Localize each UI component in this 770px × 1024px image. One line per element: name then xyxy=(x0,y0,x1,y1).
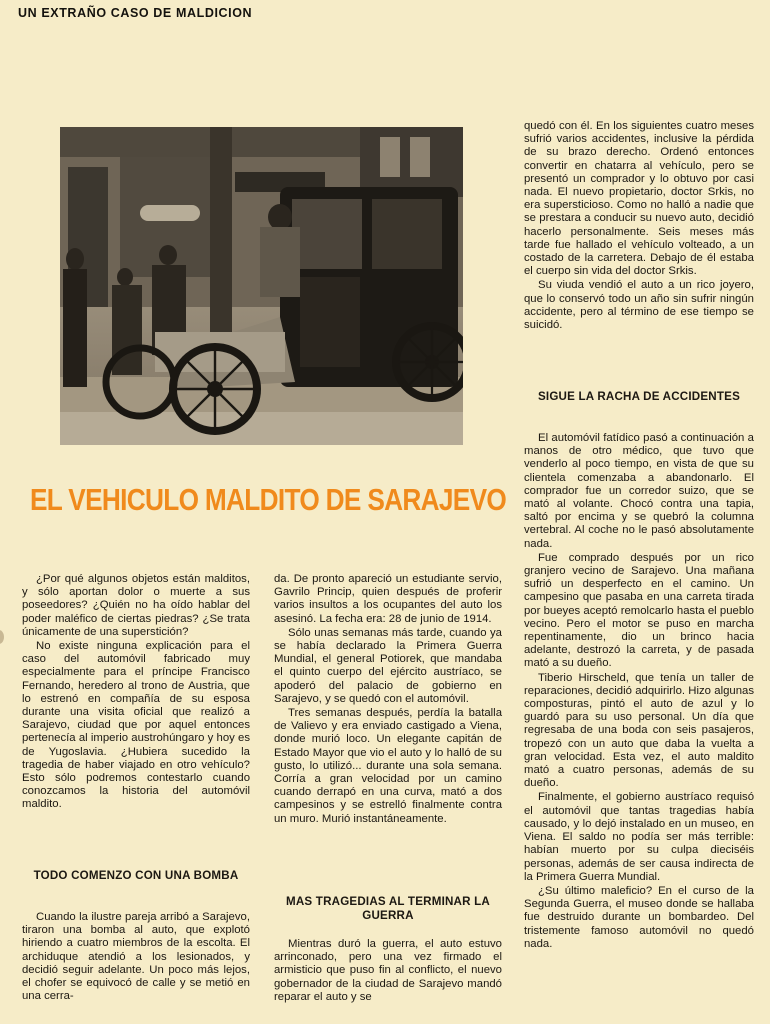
vintage-car-photo xyxy=(60,127,463,445)
paragraph: quedó con él. En los siguientes cuatro meses sufrió varios accidentes, inclusive la pérdida de su brazo derecho. Ordenó entonces convertir en chatarra al vehículo, pero se presentó un comprador y lo obtuvo por casi nada. El nuevo propietario, doctor Srkis, no era supersticioso. Como no halló a nadie que se prestara a conducir su nuevo auto, decidió hacerlo personalmente. Seis meses más tarde fue hallado el vehículo volteado, a un costado de la carretera. Debajo de él estaba el cuerpo sin vida del doctor Srkis. xyxy=(524,120,754,278)
paragraph: Tiberio Hirscheld, que tenía un taller de reparaciones, decidió adquirirlo. Hizo algunas composturas, pintó el auto de azul y lo guardó para su uso personal. Un día que regresaba de una boda con seis pasajeros, tropezó con un auto que daba la vuelta a gran velocidad. Esta vez, el auto maldito mató a cuatro personas, además de su dueño. xyxy=(524,671,754,790)
subheading: TODO COMENZO CON UNA BOMBA xyxy=(33,869,239,882)
column-2 xyxy=(274,573,502,827)
binding-hole xyxy=(0,630,4,644)
article-photo xyxy=(60,127,463,445)
subheading: MAS TRAGEDIAS AL TERMINAR LA GUERRA xyxy=(286,895,490,922)
running-header: UN EXTRAÑO CASO DE MALDICION xyxy=(18,6,253,20)
paragraph: Cuando la ilustre pareja arribó a Sarajevo, tiraron una bomba al auto, que explotó hiriendo a cuatro miembros de la escolta. El archiduque atendió a los lesionados, y decidió seguir adelante. Un poco más lejos, el chofer se equivocó de calle y se metió en una cerra- xyxy=(22,911,250,1003)
paragraph: No existe ninguna explicación para el caso del automóvil fabricado muy especialmente para el príncipe Francisco Fernando, heredero al trono de Austria, que lo estrenó en compañía de su esposa durante una visita oficial que realizó a Sarajevo, ciudad que por aquel entonces pertenecía al imperio austrohúngaro y hoy es de Yugoslavia. ¿Hubiera sucedido la tragedia de haber viajado en otro vehículo? Esto sólo podremos contestarlo cuando conozcamos la historia del automóvil maldito. xyxy=(22,640,250,811)
paragraph: ¿Por qué algunos objetos están malditos, y sólo aportan dolor o muerte a sus poseedores? ¿Quién no ha oído hablar del poder maléfico de ciertas piedras? ¿Se trata únicamente de una superstición? xyxy=(22,573,250,638)
subheading-3-box xyxy=(524,390,754,404)
column-3 xyxy=(524,120,754,333)
subheading: SIGUE LA RACHA DE ACCIDENTES xyxy=(537,390,741,403)
paragraph: ¿Su último maleficio? En el curso de la Segunda Guerra, el museo donde se hallaba fue destruido durante un bombardeo. Del tristemente famoso automóvil no quedó nada. xyxy=(524,884,754,950)
paragraph: Mientras duró la guerra, el auto estuvo arrinconado, pero una vez firmado el armisticio que puso fin al conflicto, el nuevo gobernador de la ciudad de Sarajevo mandó reparar el auto y se xyxy=(274,938,502,1003)
paragraph: Su viuda vendió el auto a un rico joyero, que lo conservó todo un año sin sufrir ningún accidente, pero al término de ese tiempo se suicidó. xyxy=(524,279,754,332)
paragraph: El automóvil fatídico pasó a continuación a manos de otro médico, que tuvo que venderlo al poco tiempo, en vista de que su clientela comenzaba a abandonarlo. El comprador fue un corredor suizo, que se mató al volante. Chocó contra una tapia, saltó por encima y se quebró la columna vertebral. Al coche no le pasó absolutamente nada. xyxy=(524,432,754,550)
article-headline: EL VEHICULO MALDITO DE SARAJEVO xyxy=(30,483,507,517)
paragraph: da. De pronto apareció un estudiante servio, Gavrilo Princip, quien después de proferir varios insultos a los ocupantes del auto los asesinó. La fecha era: 28 de junio de 1914. xyxy=(274,573,502,625)
paragraph: Fue comprado después por un rico granjero vecino de Sarajevo. Una mañana sufrió un desperfecto en el camino. Un campesino que pasaba en una carreta tirada por bueyes aceptó remolcarlo hasta el pueblo vecino. Pero el motor se puso en marcha repentinamente, dio un brinco hacia adelante, destrozó la carreta, y de pasada mató a su dueño. xyxy=(524,551,754,670)
column-3-continued xyxy=(524,432,754,952)
paragraph: Tres semanas después, perdía la batalla de Valievo y era enviado castigado a Viena, donde murió loco. Un elegante capitán de Estado Mayor que vio el auto y lo halló de su gusto, lo utilizó... durante una sola semana. Corría a gran velocidad por un camino cuando derrapó en una curva, mató a dos campesinos y se estrelló finalmente contra un muro. Murió instantáneamente. xyxy=(274,707,502,825)
column-1 xyxy=(22,573,250,813)
paragraph: Sólo unas semanas más tarde, cuando ya se había declarado la Primera Guerra Mundial, el general Potiorek, que mandaba el quinto cuerpo del ejército austríaco, se apoderó del palacio de gobierno en Sarajevo, y se quedó con el automóvil. xyxy=(274,626,502,705)
subheading-1-box xyxy=(22,869,250,883)
subheading-2-box xyxy=(274,895,502,922)
column-2-continued xyxy=(274,938,502,1005)
paragraph: Finalmente, el gobierno austríaco requisó el automóvil que tantas tragedias había causado, y lo dejó instalado en un museo, en Viena. El saldo no podía ser más terrible: habían muerto por su culpa dieciséis personas, además de ser causa indirecta de la Primera Guerra Mundial. xyxy=(524,791,754,883)
column-1-continued xyxy=(22,911,250,1004)
